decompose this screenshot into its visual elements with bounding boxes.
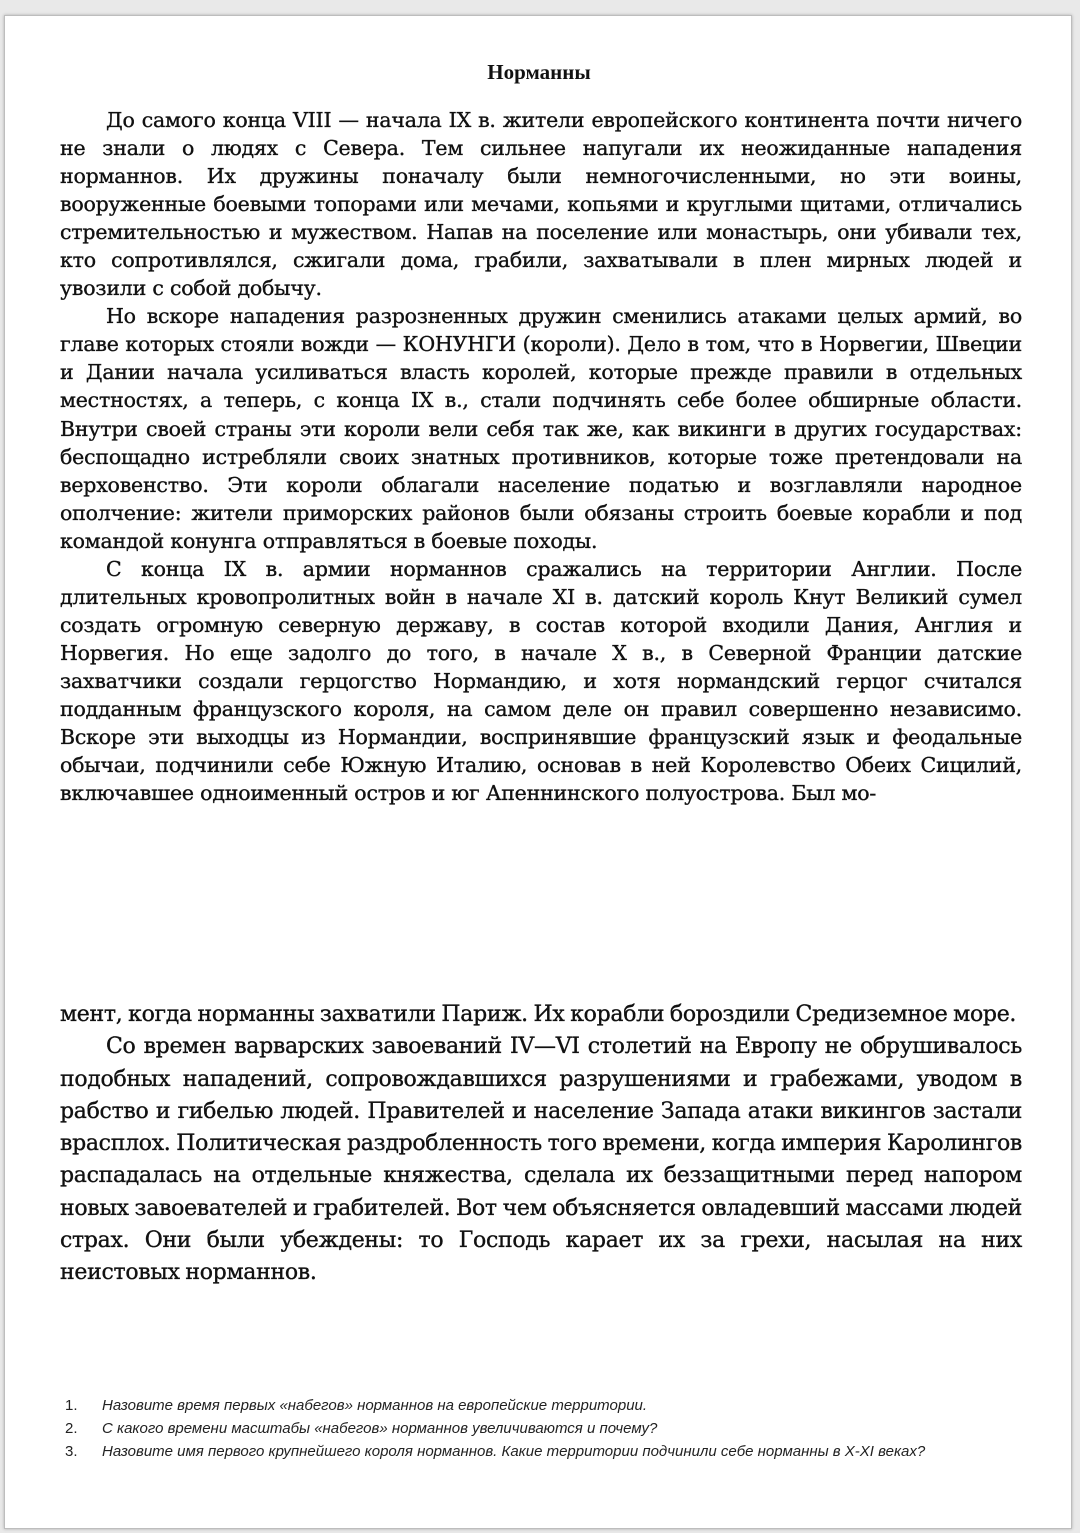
question-text: С какого времени масштабы «набегов» норманнов увеличиваются и почему? bbox=[102, 1420, 658, 1437]
question-number: 3. bbox=[65, 1443, 78, 1460]
question-list bbox=[65, 1394, 1025, 1463]
question-text: Назовите имя первого крупнейшего короля норманнов. Какие территории подчинили себе норманны в X-XI веках? bbox=[102, 1443, 926, 1460]
page-title: Норманны bbox=[487, 60, 591, 84]
question-number: 1. bbox=[65, 1397, 78, 1414]
question-item bbox=[65, 1440, 1025, 1463]
question-number: 2. bbox=[65, 1420, 78, 1437]
paragraph: Но вскоре нападения разрозненных дружин сменились атаками целых армий, во главе которых стояли вожди — КОНУНГИ (короли). Дело в том, что в Норвегии, Швеции и Дании начала усиливаться власть королей, которые прежде правили в отдельных местностях, а теперь, с конца IX в., стали подчинять себе более обширные области. Внутри своей страны эти короли вели себя так же, как викинги в других государствах: беспощадно истребляли своих знатных противников, которые тоже претендовали на верховенство. Эти короли облагали население податью и возглавляли народное ополчение: жители приморских районов были обязаны строить боевые корабли и под командой конунга отправляться в боевые походы. bbox=[60, 304, 1022, 553]
question-item bbox=[65, 1417, 1025, 1440]
scanned-text-block-1 bbox=[60, 106, 1022, 807]
scanned-text-block-2 bbox=[60, 999, 1022, 1290]
document-page bbox=[4, 15, 1072, 1529]
paragraph-continuation: мент, когда норманны захватили Париж. Их корабли бороздили Средиземное море. bbox=[60, 1002, 1017, 1027]
paragraph: С конца IX в. армии норманнов сражались на территории Англии. После длительных кровопролитных войн в начале XI в. датский король Кнут Великий сумел создать огромную северную державу, в состав которой входили Дания, Англия и Норвегия. Но еще задолго до того, в начале X в., в Северной Франции датские захватчики создали герцогство Нормандию, и хотя нормандский герцог считался подданным французского короля, на самом деле он правил совершенно независимо. Вскоре эти выходцы из Нормандии, воспринявшие французский язык и феодальные обычаи, подчинили себе Южную Италию, основав в ней Королевство Обеих Сицилий, включавшее одноименный остров и юг Апеннинского полуострова. Был мо- bbox=[60, 556, 1022, 806]
paragraph: До самого конца VIII — начала IX в. жители европейского континента почти ничего не знали о людях с Севера. Тем сильнее напугали их неожиданные нападения норманнов. Их дружины поначалу были немногочисленными, но эти воины, вооруженные боевыми топорами или мечами, копьями и круглыми щитами, отличались стремительностью и мужеством. Напав на поселение или монастырь, они убивали тех, кто сопротивлялся, сжигали дома, грабили, захватывали в плен мирных людей и увозили с собой добычу. bbox=[60, 108, 1022, 301]
question-text: Назовите время первых «набегов» норманнов на европейские территории. bbox=[102, 1397, 648, 1414]
question-item bbox=[65, 1394, 1025, 1417]
paragraph: Со времен варварских завоеваний IV—VI столетий на Европу не обрушивалось подобных нападений, сопровождавшихся разрушениями и грабежами, уводом в рабство и гибелью людей. Правителей и население Запада атаки викингов застали врасплох. Политическая раздробленность того времени, когда империя Каролингов распадалась на отдельные княжества, сделала их беззащитными перед напором новых завоевателей и грабителей. Вот чем объясняется овладевший массами людей страх. Они были убеждены: то Господь карает их за грехи, насылая на них неистовых норманнов. bbox=[60, 1034, 1022, 1286]
